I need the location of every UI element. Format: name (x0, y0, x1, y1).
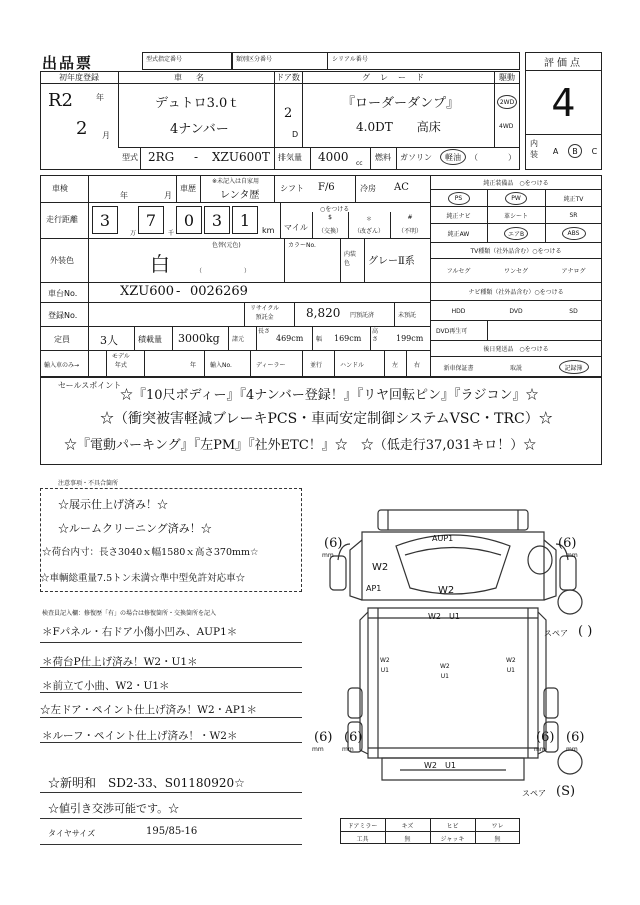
diag-w2-left: W2 (372, 562, 389, 573)
grade-label: グレード (362, 72, 434, 82)
interior-grade (548, 144, 602, 158)
inspection-label: 車検 (52, 184, 68, 193)
note-2: ☆ルームクリーニング済み！☆ (58, 522, 212, 535)
navi-hdd[interactable]: HDD (451, 307, 466, 315)
height-value: 199cm (396, 334, 424, 343)
first-reg-era: R2 (48, 90, 74, 111)
equipment-title: 純正装備品 ○をつける (483, 179, 549, 187)
equip-airbag-circled[interactable]: エアB (504, 227, 528, 240)
handle-left[interactable]: 左 (392, 362, 399, 369)
history-value: レンタ歴 (220, 190, 260, 201)
tire-depth-bl1: 6 (319, 730, 328, 745)
interior-label: 内 (530, 139, 538, 148)
docs-records-circled[interactable]: 記録簿 (559, 360, 589, 374)
color-value: 白 (150, 252, 170, 276)
dvd-playback[interactable]: DVD再生可 (436, 328, 468, 335)
notes-label: 注意事項・不具合箇所 (58, 480, 119, 487)
legend-jack-value: 無 (494, 835, 501, 843)
mileage-exchange[interactable]: （交換） (317, 228, 342, 235)
spare-bottom-label: スペア (522, 789, 546, 798)
equip-pw-circled[interactable]: PW (505, 192, 527, 205)
diag-aup1: AUP1 (432, 534, 454, 543)
tv-oneseg[interactable]: ワンセグ (503, 267, 528, 275)
diag-w2-c: W2 (506, 657, 516, 664)
drive-2wd-circled[interactable]: 2WD (497, 95, 517, 109)
reg-no-label: 登録No. (48, 311, 78, 320)
fuel-diesel-circled[interactable]: 軽油 (440, 149, 466, 165)
inspector-line-3: ＊前立て小曲、W2・U1＊ (42, 680, 170, 692)
equip-leather[interactable]: 革シート (503, 212, 528, 220)
mileage-altered[interactable]: （改ざん） (353, 228, 384, 235)
interior-color-value: グレーⅡ系 (368, 256, 415, 267)
equip-navi[interactable]: 純正ナビ (446, 212, 471, 220)
mileage-unknown[interactable]: （不明） (397, 228, 422, 235)
tv-title: TV種類（社外品含む）○をつける (470, 247, 562, 255)
recycle-label: リサイクル (250, 305, 280, 312)
interior-b-circled[interactable]: B (568, 144, 582, 158)
tire-size-value: 195/85-16 (146, 826, 198, 837)
tire-depth-br2: 6 (571, 730, 580, 745)
car-name: デュトロ3.0ｔ (155, 96, 241, 111)
dealer-option[interactable]: ディーラー (256, 362, 286, 369)
interior-a[interactable]: A (552, 146, 559, 156)
drive-4wd[interactable]: 4WD (499, 123, 514, 130)
class-no-label: 類別区分番号 (236, 56, 273, 63)
navi-title: ナビ種類（社外品含む）○をつける (468, 288, 564, 296)
spare-bottom-value: S (561, 784, 570, 799)
navi-dvd[interactable]: DVD (509, 307, 523, 315)
model-label: 型式 (122, 153, 138, 162)
fuel-label: 燃料 (375, 153, 391, 162)
inspector-line-1: ＊Fパネル・右ドア小傷小凹み、AUP1＊ (42, 626, 238, 638)
doors-value: 2 (284, 106, 293, 121)
inspector-line-4: ☆左ドア・ペイント仕上げ済み！W2・AP1＊ (40, 704, 257, 716)
diag-w2u1-bottom: W2 U1 (424, 761, 456, 770)
handle-right[interactable]: 右 (414, 362, 421, 369)
parallel-option[interactable]: 並行 (310, 362, 323, 369)
tv-fullseg[interactable]: フルセグ (446, 267, 471, 275)
navi-sd[interactable]: SD (569, 307, 578, 315)
ac-label: 冷房 (360, 184, 376, 193)
mileage-mile[interactable]: マイル (284, 223, 308, 232)
legend-h-break: ワレ (491, 822, 504, 830)
interior-color-label: 内装 (344, 251, 357, 258)
width-value: 169cm (334, 334, 362, 343)
equip-sr[interactable]: SR (569, 211, 578, 219)
chassis-value-1: XZU600 (120, 284, 175, 299)
legend-jack: ジャッキ (440, 835, 465, 843)
docs-title: 後日発送品 ○をつける (483, 345, 549, 353)
equip-tv[interactable]: 純正TV (563, 195, 584, 203)
first-reg-label: 初年度登録 (59, 72, 99, 82)
equip-ps-circled[interactable]: PS (448, 192, 470, 205)
color-no-label: カラーNo. (288, 242, 316, 249)
type-no-label: 型式指定番号 (146, 56, 183, 63)
tire-size-label: タイヤサイズ (48, 829, 96, 838)
chassis-label: 車台No. (48, 289, 78, 298)
docs-manual[interactable]: 取説 (509, 364, 522, 372)
chassis-value-2: 0026269 (190, 284, 248, 299)
fuel-gasoline[interactable]: ガソリン (400, 153, 432, 162)
grade-sub: 4.0DT 高床 (356, 120, 441, 134)
mileage-digit-1: 3 (92, 206, 118, 234)
legend-tools: 工具 (356, 835, 369, 843)
diag-w2-b: W2 (440, 663, 450, 670)
selling-points-label: セールスポイント (58, 381, 122, 390)
first-reg-month: 2 (76, 118, 88, 139)
recycle-value: 8,820 (306, 306, 341, 320)
selling-point-2: ☆（衝突被害軽減ブレーキPCS・車両安定制御システムVSC・TRC）☆ (100, 411, 553, 427)
diag-w2-center: W2 (438, 585, 455, 596)
ac-value: AC (394, 182, 409, 193)
model-year-label: モデル (112, 353, 130, 360)
note-3: ☆荷台内寸：長さ3040ｘ幅1580ｘ高さ370mm☆ (42, 547, 259, 558)
displacement-label: 排気量 (278, 153, 302, 162)
legend-h-crack: ヒビ (446, 822, 459, 830)
serial-label: シリアル番号 (332, 56, 368, 63)
shift-value: F/6 (318, 182, 335, 193)
displacement-value: 4000 (318, 150, 349, 164)
mileage-digit-4: 3 (204, 206, 230, 234)
color-label: 外装色 (50, 256, 74, 265)
load-label: 積載量 (138, 335, 162, 344)
score-value: 4 (551, 81, 576, 125)
model-prefix: 2RG (148, 150, 175, 164)
mileage-digit-3: 0 (176, 206, 202, 234)
spare-top-label: スペア (544, 629, 568, 638)
legend-h-mirror: ドアミラー (347, 822, 378, 830)
inspector-label: 検査員記入欄：修復歴「有」の場合は修復箇所・交換箇所を記入 (42, 610, 217, 617)
doors-label: ドア数 (276, 72, 300, 82)
tire-depth-bl2: 6 (349, 730, 358, 745)
docs-warranty[interactable]: 新車保証書 (443, 364, 474, 372)
diag-w2u1-top: W2 U1 (428, 612, 460, 621)
interior-c[interactable]: C (591, 146, 598, 156)
mileage-digit-2: 7 (138, 206, 164, 234)
length-value: 469cm (276, 334, 304, 343)
equip-abs-circled[interactable]: ABS (562, 227, 586, 240)
model-code: XZU600T (212, 150, 270, 164)
mileage-label: 走行距離 (46, 215, 78, 224)
diag-ap1: AP1 (366, 584, 382, 593)
load-value: 3000kg (178, 332, 220, 345)
capacity-value: 3人 (100, 334, 118, 347)
shift-label: シフト (280, 184, 304, 193)
car-name-label: 車名 (174, 72, 218, 82)
selling-point-1: ☆『10尺ボディー』『4ナンバー登録！』『リヤ回転ピン』『ラジコン』☆ (120, 388, 539, 403)
inspector-line-5: ＊ルーフ・ペイント仕上げ済み！・W2＊ (42, 730, 238, 742)
inspector-line-2: ＊荷台P仕上げ済み！W2・U1＊ (42, 656, 198, 668)
truck-diagram (300, 500, 600, 820)
import-label: 輸入車のみ→ (44, 362, 80, 369)
car-name-sub: 4ナンバー (170, 122, 229, 137)
import-no-label: 輸入No. (210, 362, 232, 369)
note-4: ☆車輌総重量7.5トン未満☆準中型免許対応車☆ (40, 573, 246, 584)
tv-analog[interactable]: アナログ (561, 267, 586, 275)
drive-label: 駆動 (499, 72, 515, 82)
footer-line-2: ☆値引き交渉可能です。☆ (48, 802, 180, 815)
note-1: ☆展示仕上げ済み！☆ (58, 498, 168, 511)
score-label: 評価点 (544, 57, 583, 69)
selling-point-3: ☆『電動パーキング』『左PM』『社外ETC！』☆ ☆（低走行37,031キロ！）☆ (64, 438, 537, 453)
equip-aw[interactable]: 純正AW (447, 230, 470, 238)
tire-depth-tr: 6 (563, 536, 572, 551)
handle-label: ハンドル (340, 362, 365, 369)
tire-depth-tl: 6 (329, 536, 338, 551)
capacity-label: 定員 (54, 335, 70, 344)
history-label: 車歴 (180, 184, 196, 193)
grade-value: 『ローダーダンプ』 (342, 96, 460, 111)
footer-line-1: ☆新明和 SD2-33、S01180920☆ (48, 776, 245, 790)
legend-h-scratch: キズ (401, 822, 414, 830)
mileage-digit-5: 1 (232, 206, 258, 234)
tire-depth-br1: 6 (541, 730, 550, 745)
recycle-unpaid[interactable]: 未預託 (398, 312, 417, 319)
diag-w2-a: W2 (380, 657, 390, 664)
legend-tools-value: 無 (404, 835, 411, 843)
form-title: 出品票 (42, 54, 94, 72)
